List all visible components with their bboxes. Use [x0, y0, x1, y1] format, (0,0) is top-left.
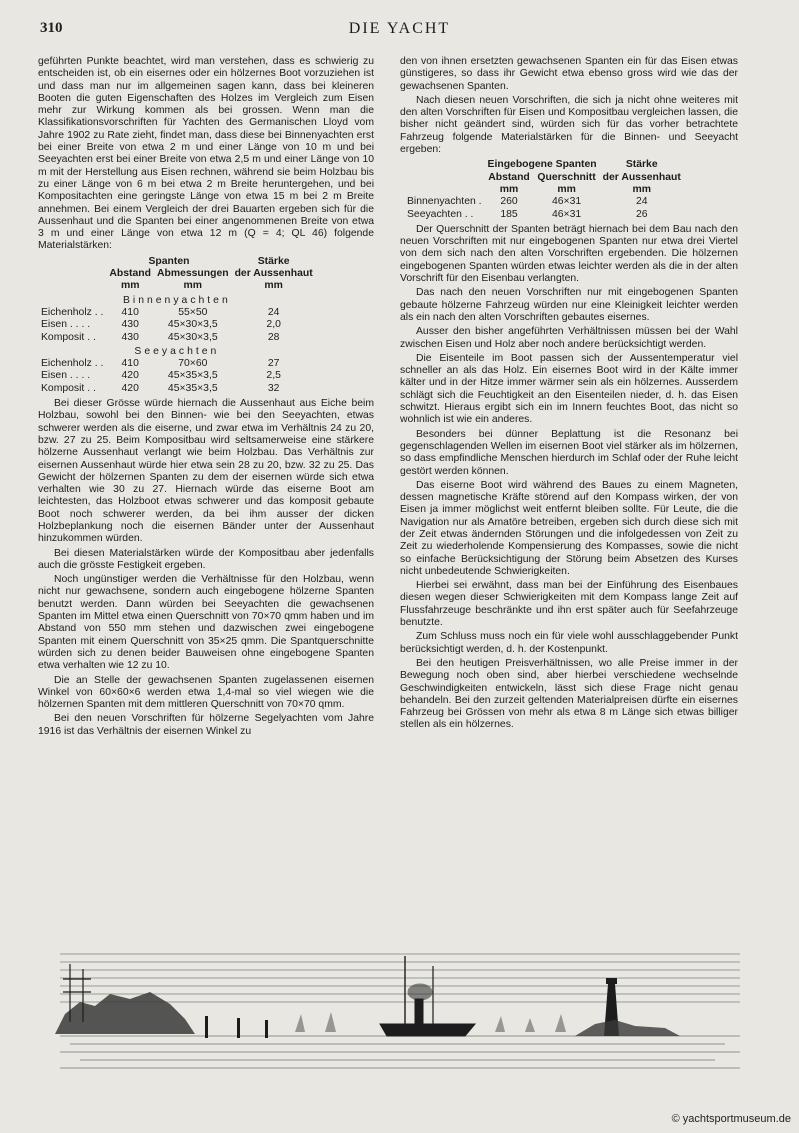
- table-row: [38, 370, 316, 382]
- col-head-aussenhaut: der Aussenhaut: [602, 171, 681, 183]
- table-row: [38, 358, 316, 370]
- row-label: Eisen: [41, 370, 67, 382]
- cell-staerke: 28: [267, 331, 280, 343]
- leader-dots: . . . .: [69, 370, 91, 382]
- paragraph: Bei diesen Materialstärken würde der Kompositbau aber jedenfalls auch die grösste Festigkeit ergeben.: [38, 547, 374, 571]
- leader-dots: . .: [87, 382, 96, 394]
- col-head-abmessungen: Abmessungen: [156, 268, 229, 280]
- col-head-spanten: Spanten: [148, 255, 190, 267]
- row-label: Eichenholz: [41, 358, 92, 370]
- paragraph: Bei dieser Grösse würde hiernach die Aussenhaut aus Eiche beim Holzbau, sowohl bei den Binnen- wie bei den Seeyachten, etwas schwerer werden als die eiserne, und zwar etwa im Verhältnis 24 zu 20, bzw. 27 zu 25. Beim Kompositbau wird seltsamerweise eine stärkere hölzerne Aussenhaut verlangt wie beim Holzbau. Das Verhältnis zur eisernen Aussenhaut würde hier etwa sein 28 zu 20, bzw. 32 zu 25. Das Gewicht der hölzernen Spanten zu dem der eisernen würde sich etwa verhalten wie 30 zu 27. Hiernach würde das eiserne Boot am leichtesten, das Holzboot etwas schwerer und das komposit gebaute Boot noch schwerer werden, da bei ihm ausser der dicken Holzbeplankung noch die eisernen Bänder unter der Aussenhaut hinzukommen würden.: [38, 398, 374, 545]
- leader-dots: . .: [464, 208, 474, 220]
- leader-dots: . . . .: [69, 319, 91, 331]
- paragraph: Der Querschnitt der Spanten beträgt hiernach bei dem Bau nach den neuen Vorschriften mit nur eingebogenen Spanten nur etwa drei Viertel von dem sich nach den alten Vorschriften ergebenden. Die hölzernen eingebogenen Spanten würden etwas leichter werden als die in der alten Vorschrift für den Eisenbau verlangten.: [400, 223, 738, 285]
- row-label: Eisen: [41, 319, 67, 331]
- col-head-aussenhaut: der Aussenhaut: [234, 268, 313, 280]
- paragraph: Die an Stelle der gewachsenen Spanten zugelassenen eisernen Winkel von 60×60×6 werden etwa 1,4-mal so viel wiegen wie die hölzernen Spanten mit dem mittleren Querschnitt von 70×70 qmm.: [38, 674, 374, 711]
- row-label: Binnenyachten: [407, 196, 476, 208]
- right-island: [575, 1020, 680, 1036]
- paragraph: den von ihnen ersetzten gewachsenen Spanten ein für das Eisen etwas günstigeres, so dass ihr Gewicht etwa ebenso gross wird wie das der gewachsenen Spanten.: [400, 56, 738, 92]
- paragraph: Besonders bei dünner Beplattung ist die Resonanz bei gegenschlagenden Wellen im eisernen Boot viel stärker als im hölzernen, so dass empfindliche Menschen hierdurch im Schlaf oder der Ruhe leicht gestört werden können.: [400, 428, 738, 477]
- harbor-illustration: [55, 944, 745, 1074]
- leader-dots: . .: [87, 331, 96, 343]
- cell-staerke: 2,5: [266, 370, 281, 382]
- cell-staerke: 32: [267, 382, 280, 394]
- leader-dots: . .: [94, 358, 104, 370]
- cell-abstand: 420: [121, 370, 139, 382]
- paragraph: geführten Punkte beachtet, wird man verstehen, dass es schwierig zu entscheiden ist, ob ein eisernes oder ein hölzernes Boot vorzuziehen ist und dass man nur im allgemeinen sagen kann, dass bei kleineren Booten die guten Eigenschaften des Holzes im Vergleich zum Eisen mehr zur Wirkung kommen als bei grossen. Wenn man die Klassifikationsvorschriften für Yachten des Germanischen Lloyd vom Jahre 1902 zu Rate zieht, findet man, dass diese bei Binnenyachten erst bei einer Breite von etwa 2 m und einer Länge von 10 m und bei Seeyachten erst bei einer Breite von etwa 2,5 m und einer Länge von 10 m mit der Herstellung aus Eisen rechnen, während sie beim Holzbau bis zu einer Länge von 6 m bei etwa 2 m Breite heruntergehen, und bei Kompositachten eine geringste Länge von etwa 15 m bei 2 m Breite annehmen. Bei einem Vergleich der drei Bauarten ergeben sich für die Aussenhaut und die Spanten bei einer angenommenen Breite von etwa 3 m und einer Länge von etwa 12 m (Q = 4; QL 46) folgende Materialstärken:: [38, 56, 374, 252]
- steamer-center: [380, 956, 475, 1036]
- paragraph: Ausser den bisher angeführten Verhältnissen müssen bei der Wahl zwischen Eisen und Holz aber noch andere berücksichtigt werden.: [400, 326, 738, 350]
- cell-abmessungen: 55×50: [178, 306, 208, 318]
- cell-querschnitt: 46×31: [551, 208, 582, 220]
- left-column: [38, 56, 374, 738]
- row-label: Komposit: [41, 331, 85, 343]
- cell-staerke: 24: [267, 306, 280, 318]
- leader-dots: .: [478, 196, 482, 208]
- paragraph: Die Eisenteile im Boot passen sich der Aussentemperatur viel schneller an als das Holz. Ein eisernes Boot wird in der Kälte immer kälter und in der Hitze immer wärmer sein als ein hölzernes. Ausserdem schlägt sich die Feuchtigkeit an den Eisenteilen nieder, d. h. das Eisen schwitzt. Hieraus ergibt sich ein im Innern feuchtes Boot, das nicht so wohnlich ist wie ein anderes.: [400, 352, 738, 426]
- paragraph: Bei den neuen Vorschriften für hölzerne Segelyachten vom Jahre 1916 ist das Verhältnis der eisernen Winkel zu: [38, 713, 374, 737]
- leader-dots: . .: [94, 306, 104, 318]
- page-title: DIE YACHT: [348, 20, 451, 37]
- table-row: [38, 307, 316, 319]
- row-label: Komposit: [41, 382, 85, 394]
- row-label: Eichenholz: [41, 306, 92, 318]
- sky-hatching: [60, 954, 740, 1002]
- row-label: Seeyachten: [407, 208, 462, 220]
- unit-label: mm: [499, 183, 519, 195]
- cell-abstand: 430: [121, 331, 139, 343]
- table-row: [404, 196, 684, 208]
- unit-label: mm: [183, 280, 203, 292]
- cell-staerke: 24: [635, 196, 648, 208]
- page-number: 310: [40, 20, 63, 36]
- paragraph: Das eiserne Boot wird während des Baues zu einem Magneten, dessen magnetische Kräfte störend auf den Kompass wirken, der von Eisen ja immer möglichst weit entfernt bleiben sollte. Für Leute, die die Navigation nur als Amatöre betreiben, ergeben sich durch diese sich mit der Zeit etwas ändernden Störungen und die infolgedessen von Zeit zu Zeit zu wiederholende Kompensierung des Kompasses, sowie die nicht so einfache Berücksichtigung der Störung beim Absetzen des Kurses nicht unbedeutende Schwierigkeiten.: [400, 479, 738, 577]
- cell-abmessungen: 45×30×3,5: [167, 319, 218, 331]
- material-table-2: [404, 159, 684, 220]
- water-hatching: [60, 1036, 740, 1068]
- cell-staerke: 27: [267, 358, 280, 370]
- cell-abstand: 185: [500, 208, 518, 220]
- unit-label: mm: [557, 183, 576, 195]
- cell-abmessungen: 45×35×3,5: [167, 370, 218, 382]
- col-head-eingebogene: Eingebogene Spanten: [487, 159, 597, 171]
- col-head-querschnitt: Querschnitt: [537, 171, 596, 183]
- col-head-abstand: Abstand: [488, 171, 530, 183]
- material-table-1: [38, 256, 316, 395]
- right-column: [400, 56, 738, 732]
- col-head-staerke: Stärke: [257, 255, 290, 267]
- col-head-abstand: Abstand: [109, 268, 151, 280]
- paragraph: Nach diesen neuen Vorschriften, die sich ja nicht ohne weiteres mit den alten Vorschriften für Eisen und Kompositbau vergleichen lassen, die bisher nicht geändert sind, würden sich für das vorher betrachtete Fahrzeug folgende Materialstärken für die Binnen- und Seeyacht ergeben:: [400, 94, 738, 156]
- cell-abstand: 260: [500, 196, 518, 208]
- unit-label: mm: [264, 280, 283, 292]
- cell-abstand: 410: [121, 358, 139, 370]
- cell-abstand: 410: [121, 306, 139, 318]
- cell-abmessungen: 70×60: [178, 358, 208, 370]
- section-heading-binnen: Binnenyachten: [122, 294, 231, 306]
- copyright-credit: © yachtsportmuseum.de: [671, 1113, 791, 1125]
- paragraph: Das nach den neuen Vorschriften nur mit eingebogenen Spanten gebaute hölzerne Fahrzeug würden nur eine Kleinigkeit leichter werden als ein nach den alten Vorschriften gebautes eisernes.: [400, 287, 738, 323]
- unit-label: mm: [120, 280, 140, 292]
- cell-staerke: 26: [635, 208, 648, 220]
- cell-staerke: 2,0: [266, 319, 281, 331]
- col-head-staerke: Stärke: [625, 159, 658, 171]
- cell-abmessungen: 45×35×3,5: [167, 382, 218, 394]
- table-row: [404, 209, 684, 221]
- cell-querschnitt: 46×31: [551, 196, 582, 208]
- table-row: [38, 319, 316, 331]
- paragraph: Hierbei sei erwähnt, dass man bei der Einführung des Eisenbaues diesen wegen dieser Schwierigkeiten mit dem Kompass lange Zeit auf Flussfahrzeuge beschränkte und ihn erst später auch für Seefahrzeuge benutzte.: [400, 580, 738, 629]
- paragraph: Zum Schluss muss noch ein für viele wohl ausschlaggebender Punkt berücksichtigt werden, d. h. der Kostenpunkt.: [400, 631, 738, 655]
- left-coast: [55, 992, 195, 1034]
- paragraph: Bei den heutigen Preisverhältnissen, wo alle Preise immer in der Bewegung noch oben sind, aber hierbei verschiedene wechselnde Geschwindigkeiten entwickeln, lässt sich diese Frage nicht genau behandeln. Bei den zurzeit geltenden Materialpreisen dürfte ein eisernes Fahrzeug bei Grössen von mehr als etwa 8 m Länge sich etwas billiger stellen als ein hölzernes.: [400, 657, 738, 731]
- paragraph: Noch ungünstiger werden die Verhältnisse für den Holzbau, wenn nicht nur gewachsene, sondern auch eingebogene hölzerne Spanten benutzt werden. Dann würden bei Seeyachten die gewachsenen Spanten im Mittel etwa einen Querschnitt von 70×70 qmm haben und im Abstand von 550 mm stehen und dazwischen zwei eingebogene Spanten mit einem Querschnitt von 35×25 qmm. Die Spantquerschnitte würden sich zu denen beider Bauweisen ohne eingebogene Spanten etwa verhalten wie 12 zu 10.: [38, 574, 374, 672]
- cell-abmessungen: 45×30×3,5: [167, 331, 218, 343]
- section-heading-see: Seeyachten: [134, 345, 220, 357]
- unit-label: mm: [632, 183, 651, 195]
- buoys: [205, 1016, 268, 1038]
- table-row: [38, 383, 316, 395]
- table-row: [38, 332, 316, 344]
- cell-abstand: 420: [121, 382, 139, 394]
- cell-abstand: 430: [121, 319, 139, 331]
